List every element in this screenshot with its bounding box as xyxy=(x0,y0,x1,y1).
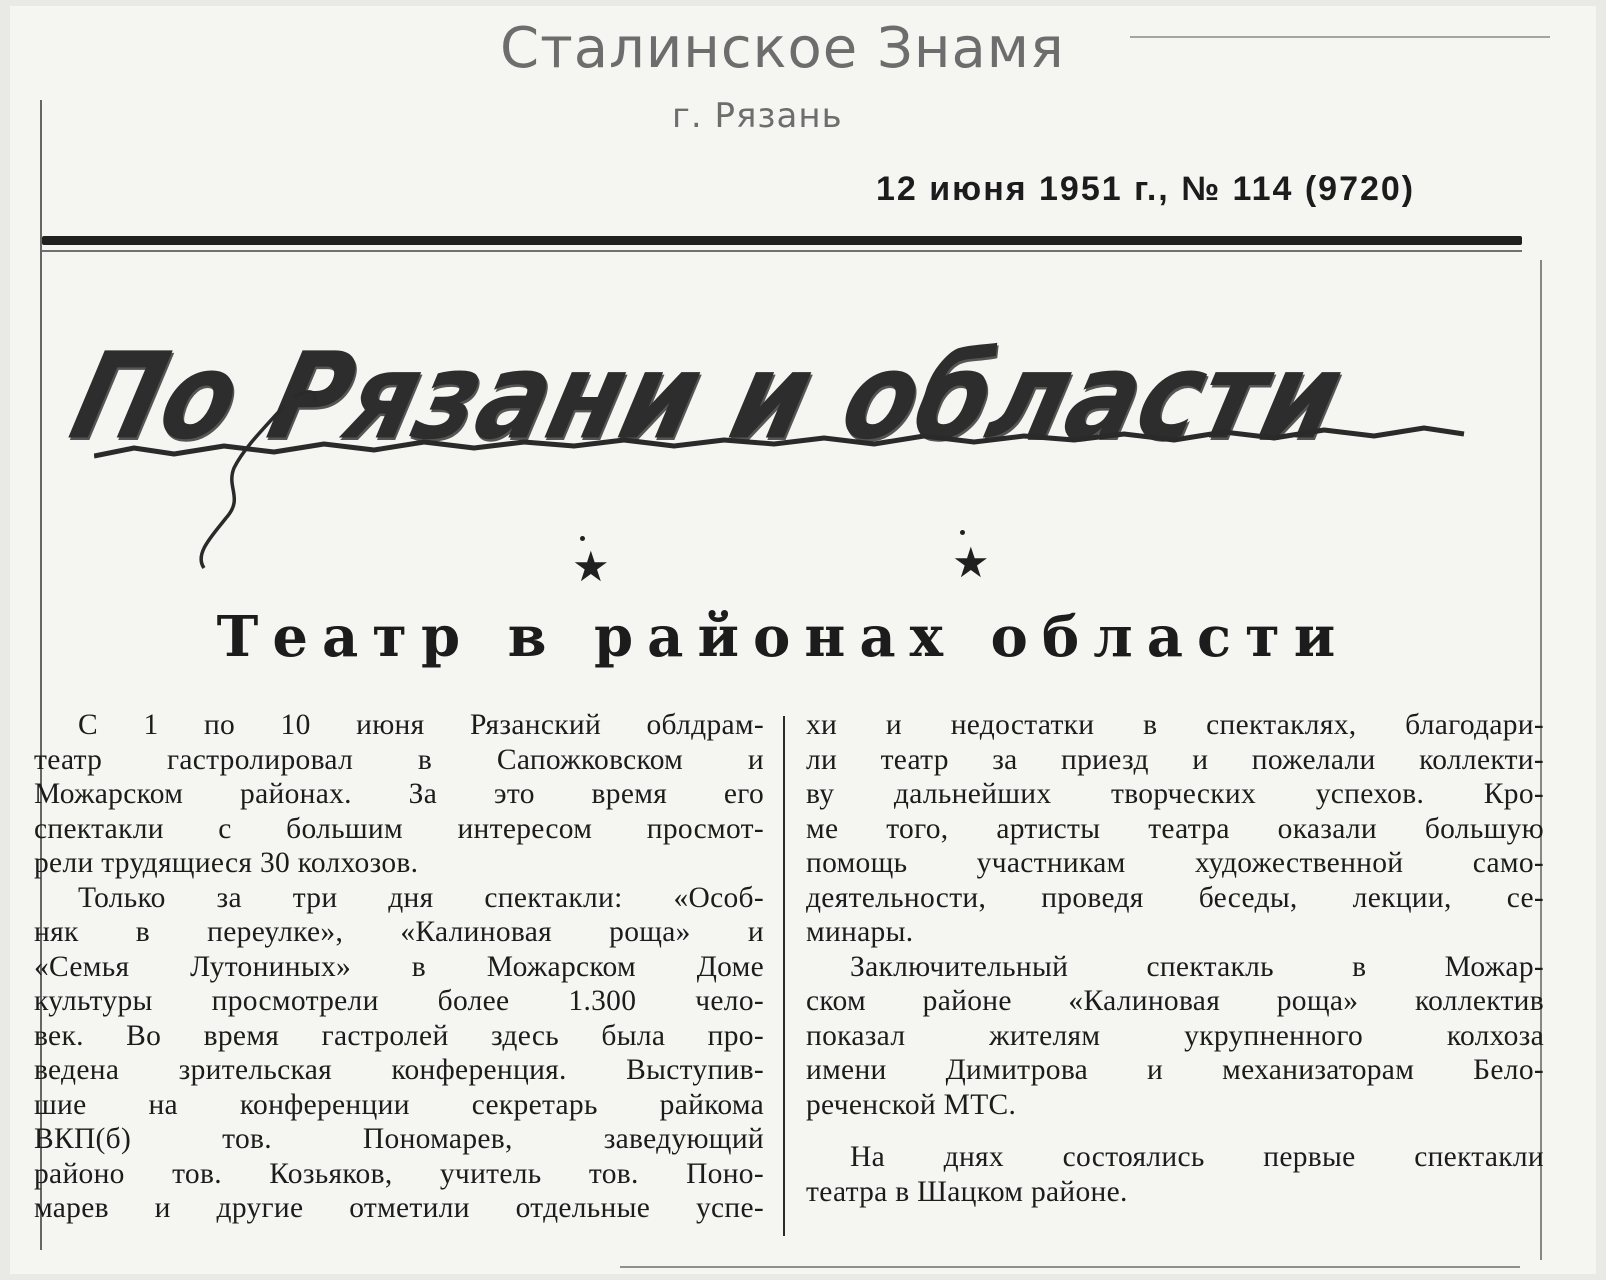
article-text-line: ВКП(б) тов. Пономарев, заведующий xyxy=(34,1123,764,1155)
article-text-line: помощь участникам художественной само- xyxy=(806,847,1544,879)
article-text-line: На днях состоялись первые спектакли xyxy=(850,1141,1544,1173)
article-text-line: хи и недостатки в спектаклях, благодари- xyxy=(806,709,1544,741)
masthead-rule-thin xyxy=(42,250,1522,252)
article-headline: Театр в районах области xyxy=(216,604,1350,670)
article-text-line: показал жителям укрупненного колхоза xyxy=(806,1019,1544,1052)
article-text-line: районо тов. Козьяков, учитель тов. Поно- xyxy=(34,1157,764,1190)
article-text-line: ву дальнейших творческих успехов. Кро- xyxy=(806,778,1544,810)
rubric-underline-flourish xyxy=(94,318,1504,598)
article-text-line: няк в переулке», «Калиновая роща» и xyxy=(34,916,764,948)
article-text-line: Заключительный спектакль в Можар- xyxy=(850,950,1544,983)
article-text-line: рели трудящиеся 30 колхозов. xyxy=(34,847,419,879)
article-text-line: театр гастролировал в Сапожковском и xyxy=(34,743,764,776)
masthead-rule xyxy=(42,236,1522,245)
article-text-line: реченской МТС. xyxy=(806,1088,1017,1121)
column-divider xyxy=(783,716,785,1236)
article-text-line: шие на конференции секретарь райкома xyxy=(34,1088,764,1121)
paragraph-gap xyxy=(806,1122,1544,1140)
article-text-line: культуры просмотрели более 1.300 чело- xyxy=(34,985,764,1017)
article-text-line: имени Димитрова и механизаторам Бело- xyxy=(806,1054,1544,1086)
star-icon: ★ xyxy=(952,538,990,587)
ornament-dot-left xyxy=(580,536,585,541)
article-column-left xyxy=(34,708,764,1226)
article-text-line: марев и другие отметили отдельные успе- xyxy=(34,1192,764,1224)
article-text-line: деятельности, проведя беседы, лекции, се- xyxy=(806,881,1544,914)
article-text-line: «Семья Лутониных» в Можарском Доме xyxy=(34,950,764,983)
article-text-line: С 1 по 10 июня Рязанский облдрам- xyxy=(78,709,764,741)
clipping-top-edge xyxy=(1130,36,1550,38)
article-text-line: театра в Шацком районе. xyxy=(806,1175,1128,1208)
newspaper-stamp-city: г. Рязань xyxy=(672,96,843,136)
star-icon: ★ xyxy=(572,542,610,591)
issue-date-number: 12 июня 1951 г., № 114 (9720) xyxy=(876,170,1416,208)
article-text-line: минары. xyxy=(806,916,914,948)
clipping-bottom-edge xyxy=(620,1266,1520,1268)
article-text-line: век. Во время гастролей здесь была про- xyxy=(34,1019,764,1052)
article-text-line: Только за три дня спектакли: «Особ- xyxy=(78,881,764,914)
article-column-right xyxy=(806,708,1544,1209)
article-text-line: Можарском районах. За это время его xyxy=(34,778,764,810)
article-text-line: ведена зрительская конференция. Выступив- xyxy=(34,1054,764,1086)
newspaper-stamp-name: Сталинское Знамя xyxy=(500,16,1065,81)
article-text-line: ли театр за приезд и пожелали коллекти- xyxy=(806,743,1544,776)
article-text-line: ме того, артисты театра оказали большую xyxy=(806,812,1544,845)
article-text-line: спектакли с большим интересом просмот- xyxy=(34,812,764,845)
ornament-dot-right xyxy=(960,530,965,535)
article-text-line: ском районе «Калиновая роща» коллектив xyxy=(806,985,1544,1017)
rubric-title: По Рязани и области xyxy=(59,326,1357,467)
rubric-banner xyxy=(59,318,1504,468)
